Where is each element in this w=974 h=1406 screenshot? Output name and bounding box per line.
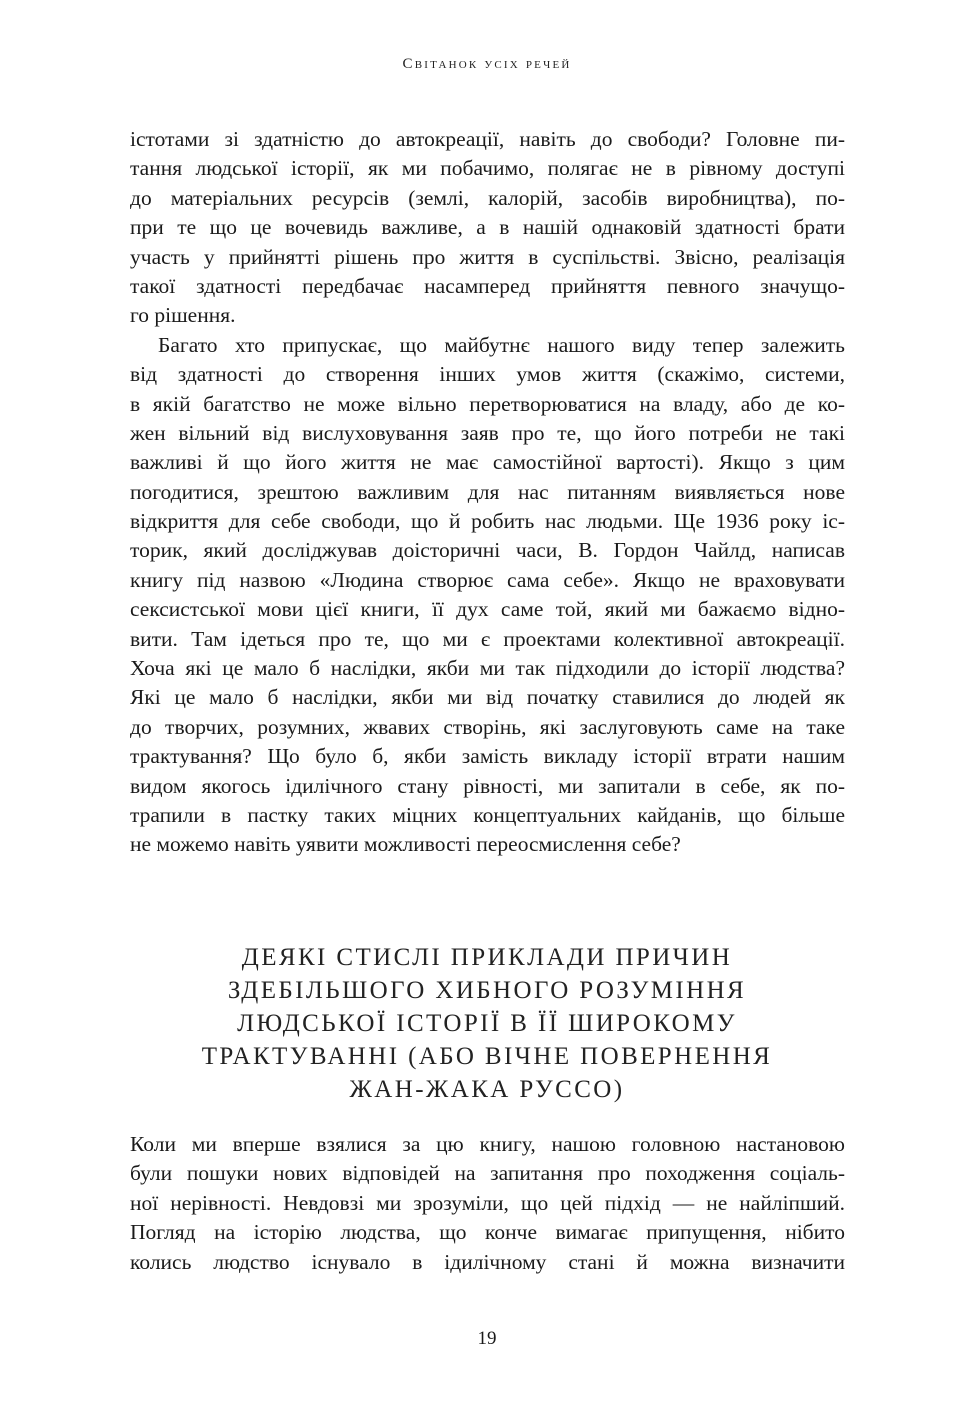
paragraph (130, 125, 845, 331)
text-line: істотами зі здатністю до автокреації, навіть до свободи? Головне пи- (130, 127, 845, 151)
text-line: від здатності до створення інших умов життя (скажімо, системи, (130, 362, 845, 387)
text-line: погодитися, зрештою важливим для нас питанням виявляється нове (130, 479, 845, 504)
heading-line: ДЕЯКІ СТИСЛІ ПРИКЛАДИ ПРИЧИН (241, 944, 733, 971)
heading-line: ЛЮДСЬКОЇ ІСТОРІЇ В ЇЇ ШИРОКОМУ (237, 1010, 737, 1037)
text-line: тання людської історії, як ми побачимо, полягає не в рівному доступі (130, 156, 845, 181)
text-line: торик, який досліджував доісторичні часи, В. Гордон Чайлд, написав (130, 538, 845, 563)
text-line: до матеріальних ресурсів (землі, калорій, засобів виробництва), по- (130, 185, 845, 210)
text-line: сексистської мови цієї книги, її дух саме той, який ми бажаємо відно- (130, 597, 845, 622)
body-text-bottom (130, 1130, 845, 1277)
text-line: Коли ми вперше взялися за цю книгу, нашою головною настановою (130, 1132, 845, 1156)
text-line: жен вільний від вислуховування заяв про те, що його потреби не такі (130, 420, 845, 445)
running-head: Світанок усіх речей (402, 56, 572, 72)
text-line: Погляд на історію людства, що конче вимагає припущення, нібито (130, 1220, 845, 1245)
text-line: трактування? Що було б, якби замість викладу історії втрати нашим (130, 744, 845, 769)
text-line: при те що це вочевидь важливе, а в нашій однаковій здатності брати (130, 215, 845, 240)
heading-line: ЗДЕБІЛЬШОГО ХИБНОГО РОЗУМІННЯ (227, 977, 747, 1004)
body-text-top (130, 125, 845, 860)
section-heading (0, 941, 974, 1106)
text-line: були пошуки нових відповідей на запитання про походження соціаль- (130, 1161, 845, 1186)
paragraph (130, 331, 845, 860)
heading-line: ТРАКТУВАННІ (АБО ВІЧНЕ ПОВЕРНЕННЯ (201, 1043, 773, 1070)
text-line: видом якогось ідилічного стану рівності, ми запитали в себе, як по- (130, 773, 845, 798)
text-line: участь у прийнятті рішень про життя в суспільстві. Звісно, реалізація (130, 244, 845, 269)
text-line: важливі й що його життя не має самостійної вартості). Якщо з цим (130, 450, 845, 475)
text-line: колись людство існувало в ідилічному стані й можна визначити (130, 1249, 845, 1274)
text-line: такої здатності передбачає насамперед прийняття певного значущо- (130, 273, 845, 298)
text-line: Хоча які це мало б наслідки, якби ми так підходили до історії людства? (130, 656, 845, 681)
text-line: трапили в пастку таких міцних концептуальних кайданів, що більше (130, 802, 845, 827)
page-number: 19 (477, 1328, 497, 1349)
text-line: вити. Там ідеться про те, що ми є проектами колективної автокреації. (130, 626, 845, 651)
text-line: го рішення. (130, 303, 236, 328)
text-line: Багато хто припускає, що майбутнє нашого виду тепер залежить (158, 332, 845, 357)
text-line: ної нерівності. Невдовзі ми зрозуміли, що цей підхід — не найліпший. (130, 1190, 845, 1215)
text-line: відкриття для себе свободи, що й робить нас людьми. Ще 1936 року іс- (130, 509, 845, 534)
text-line: книгу під назвою «Людина створює сама себе». Якщо не враховувати (130, 567, 845, 592)
text-line: не можемо навіть уявити можливості переосмислення себе? (130, 832, 681, 857)
text-line: Які це мало б наслідки, якби ми від початку ставилися до людей як (130, 685, 845, 710)
text-line: в якій багатство не може вільно перетворюватися на владу, або де ко- (130, 391, 845, 416)
heading-line: ЖАН-ЖАКА РУССО) (349, 1076, 625, 1103)
text-line: до творчих, розумних, жвавих створінь, які заслуговують саме на таке (130, 714, 845, 739)
